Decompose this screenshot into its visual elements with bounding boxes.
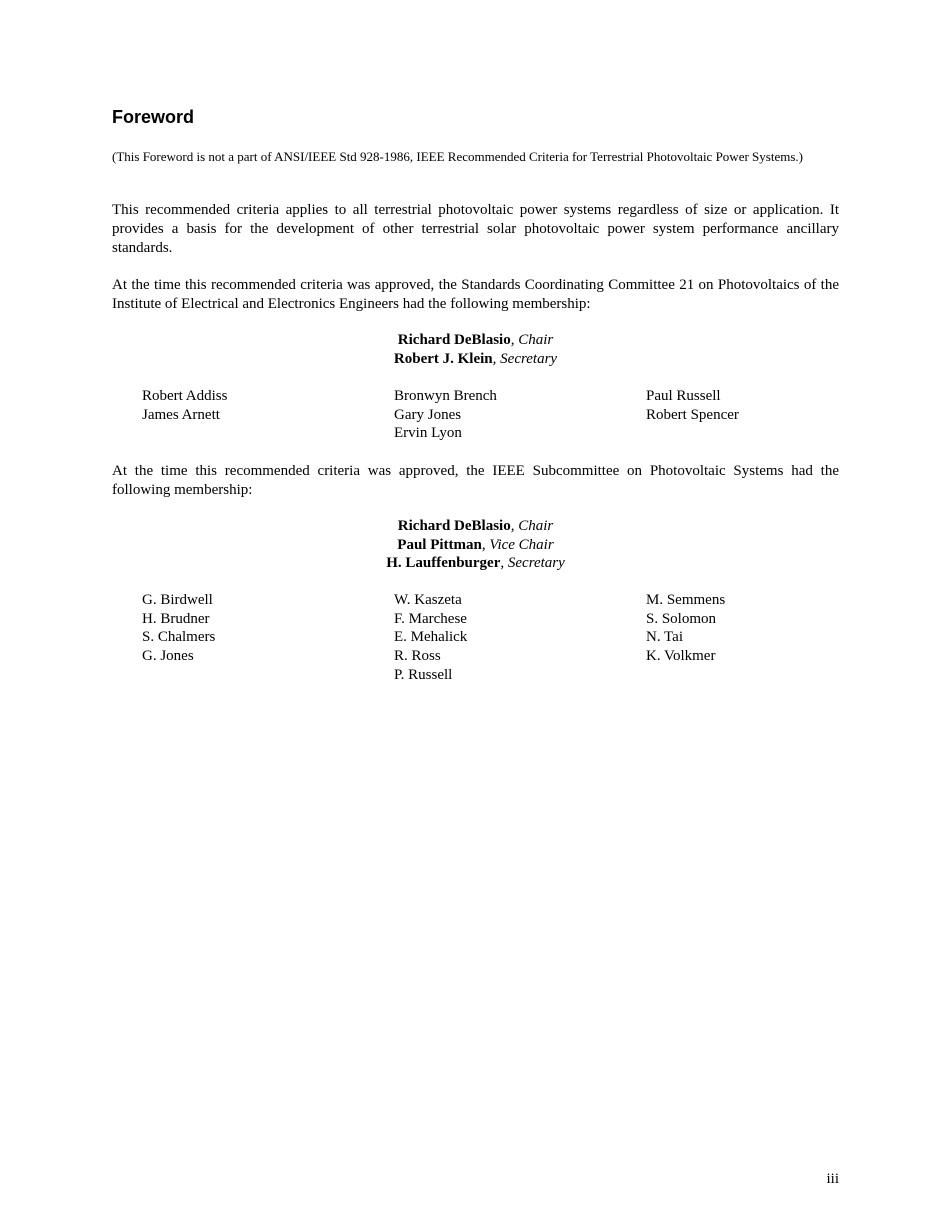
member-column	[646, 591, 725, 666]
member-name: F. Marchese	[394, 610, 467, 627]
member-name: Robert Spencer	[646, 406, 739, 423]
member-name: Robert Addiss	[142, 388, 228, 404]
member-name: G. Jones	[142, 648, 194, 665]
member-name: S. Chalmers	[142, 629, 216, 646]
officer-role: , Secretary	[500, 555, 565, 571]
member-name: G. Birdwell	[142, 592, 213, 608]
officer-name: Paul Pittman	[397, 536, 482, 553]
officer-chair	[112, 517, 839, 536]
member-column	[142, 387, 227, 424]
subcommittee-officers	[112, 517, 839, 573]
member-name: H. Brudner	[142, 610, 210, 627]
officer-name: H. Lauffenburger	[386, 555, 501, 571]
officer-vice-chair	[112, 536, 839, 555]
member-name: Bronwyn Brench	[394, 388, 497, 404]
officer-role: , Chair	[510, 518, 554, 534]
member-name: S. Solomon	[646, 610, 717, 627]
member-name: M. Semmens	[646, 592, 726, 608]
foreword-note: (This Foreword is not a part of ANSI/IEEE Std 928-1986, IEEE Recommended Criteria for Terrestrial Photovoltaic Power Systems.)	[112, 149, 803, 164]
document-page	[112, 0, 839, 1230]
committee-intro-paragraph: At the time this recommended criteria was approved, the Standards Coordinating Committee 21 on Photovoltaics of the Institute of Electrical and Electronics Engineers had the following membership:	[112, 277, 839, 312]
officer-name: Robert J. Klein	[393, 350, 493, 367]
committee-officers	[112, 331, 839, 368]
member-name: P. Russell	[394, 666, 453, 683]
officer-name: Richard DeBlasio	[397, 518, 511, 534]
member-column	[394, 591, 467, 685]
member-column	[646, 387, 739, 424]
subcommittee-intro-paragraph: At the time this recommended criteria was approved, the IEEE Subcommittee on Photovoltaic Systems had the following membership:	[112, 463, 839, 498]
officer-secretary	[112, 350, 839, 369]
member-name: E. Mehalick	[394, 629, 468, 646]
page-number: iii	[826, 1171, 839, 1187]
member-name: N. Tai	[646, 629, 684, 646]
page-title: Foreword	[112, 107, 195, 127]
member-name: Ervin Lyon	[394, 425, 462, 442]
officer-chair	[112, 331, 839, 350]
officer-name: Richard DeBlasio	[397, 332, 511, 348]
member-name: Paul Russell	[646, 388, 721, 404]
officer-secretary	[112, 554, 839, 573]
member-name: Gary Jones	[394, 406, 462, 423]
officer-role: , Secretary	[492, 350, 558, 367]
member-column	[142, 591, 215, 666]
member-name: James Arnett	[142, 406, 220, 423]
officer-role: , Vice Chair	[481, 536, 554, 553]
scope-paragraph: This recommended criteria applies to all terrestrial photovoltaic power systems regardless of size or application. It provides a basis for the development of other terrestrial solar photovoltaic power system performance ancillary standards.	[112, 202, 839, 256]
member-name: W. Kaszeta	[394, 592, 462, 608]
officer-role: , Chair	[510, 332, 554, 348]
member-name: K. Volkmer	[646, 648, 716, 665]
member-name: R. Ross	[394, 648, 441, 665]
member-column	[394, 387, 497, 443]
